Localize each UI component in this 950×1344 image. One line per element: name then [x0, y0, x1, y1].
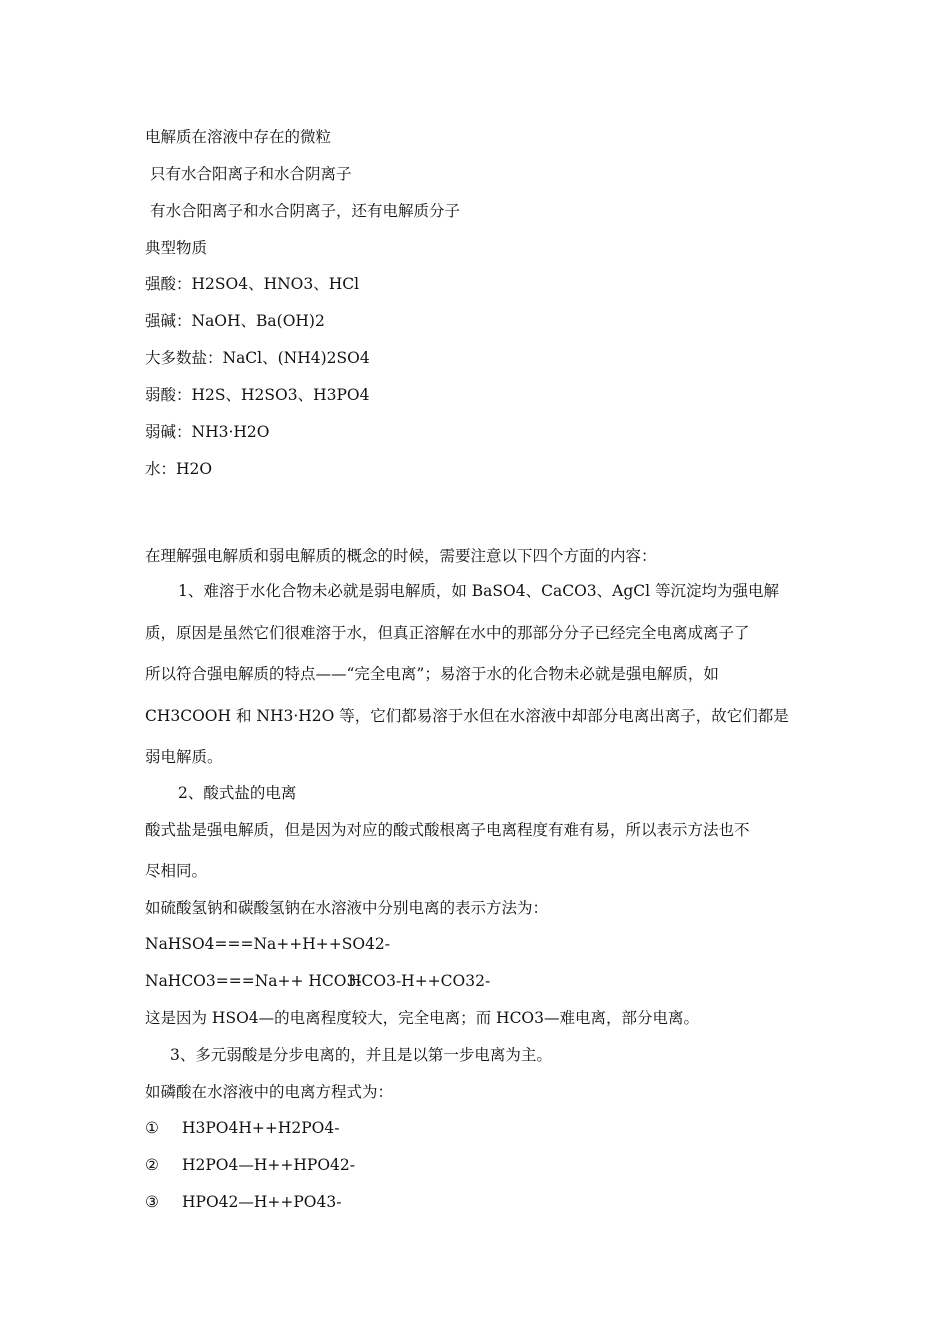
- ionization-step: [145, 1155, 810, 1175]
- step-number: ③: [145, 1193, 159, 1211]
- point1-line: 所以符合强电解质的特点——“完全电离”；易溶于水的化合物未必就是强电解质，如: [145, 665, 719, 683]
- point2-line: 尽相同。: [145, 862, 208, 880]
- equation-nahso4: NaHSO4===Na++H++SO42-: [145, 935, 391, 953]
- section-intro: 在理解强电解质和弱电解质的概念的时候，需要注意以下四个方面的内容：: [145, 547, 657, 565]
- example-weak-acid: 弱酸：H2S、H2SO3、H3PO4: [145, 386, 370, 404]
- equation-nahco3: [145, 971, 810, 991]
- equation-hco3-step2: HCO3-H++CO32-: [348, 972, 491, 990]
- example-strong-base: 强碱：NaOH、Ba(OH)2: [145, 312, 325, 330]
- typical-substances-heading: 典型物质: [145, 239, 208, 257]
- ionization-step: [145, 1192, 810, 1212]
- example-weak-base: 弱碱：NH3·H2O: [145, 423, 270, 441]
- particles-heading: 电解质在溶液中存在的微粒: [145, 128, 332, 146]
- weak-electrolyte-particles: 有水合阳离子和水合阴离子，还有电解质分子: [150, 202, 461, 220]
- example-strong-acid: 强酸：H2SO4、HNO3、HCl: [145, 275, 360, 293]
- point2-title: 2、酸式盐的电离: [178, 784, 297, 802]
- ionization-step: [145, 1118, 810, 1138]
- point2-line: 酸式盐是强电解质，但是因为对应的酸式酸根离子电离程度有难有易，所以表示方法也不: [145, 821, 750, 839]
- point3-title: 3、多元弱酸是分步电离的，并且是以第一步电离为主。: [170, 1046, 552, 1064]
- strong-electrolyte-particles: 只有水合阳离子和水合阴离子: [150, 165, 352, 183]
- point1-line: 弱电解质。: [145, 748, 223, 766]
- point1-line: 质，原因是虽然它们很难溶于水，但真正溶解在水中的那部分分子已经完全电离成离子了: [145, 624, 750, 642]
- point1-line: 1、难溶于水化合物未必就是弱电解质，如 BaSO4、CaCO3、AgCl 等沉淀均为强电解: [178, 582, 779, 600]
- point1-line: CH3COOH 和 NH3·H2O 等，它们都易溶于水但在水溶液中却部分电离出离子，故它们都是: [145, 707, 789, 725]
- point2-intro: 如硫酸氢钠和碳酸氢钠在水溶液中分别电离的表示方法为：: [145, 899, 549, 917]
- step-equation: H2PO4—H++HPO42-: [182, 1156, 355, 1174]
- step-equation: HPO42—H++PO43-: [182, 1193, 342, 1211]
- example-salts: 大多数盐：NaCl、(NH4)2SO4: [145, 349, 370, 367]
- equation-nahco3-step1: NaHCO3===Na++ HCO3-: [145, 972, 362, 990]
- point3-intro: 如磷酸在水溶液中的电离方程式为：: [145, 1083, 394, 1101]
- step-equation: H3PO4H++H2PO4-: [182, 1119, 340, 1137]
- example-water: 水：H2O: [145, 460, 213, 478]
- step-number: ②: [145, 1156, 159, 1174]
- step-number: ①: [145, 1119, 159, 1137]
- point2-reason: 这是因为 HSO4—的电离程度较大，完全电离；而 HCO3—难电离，部分电离。: [145, 1009, 700, 1027]
